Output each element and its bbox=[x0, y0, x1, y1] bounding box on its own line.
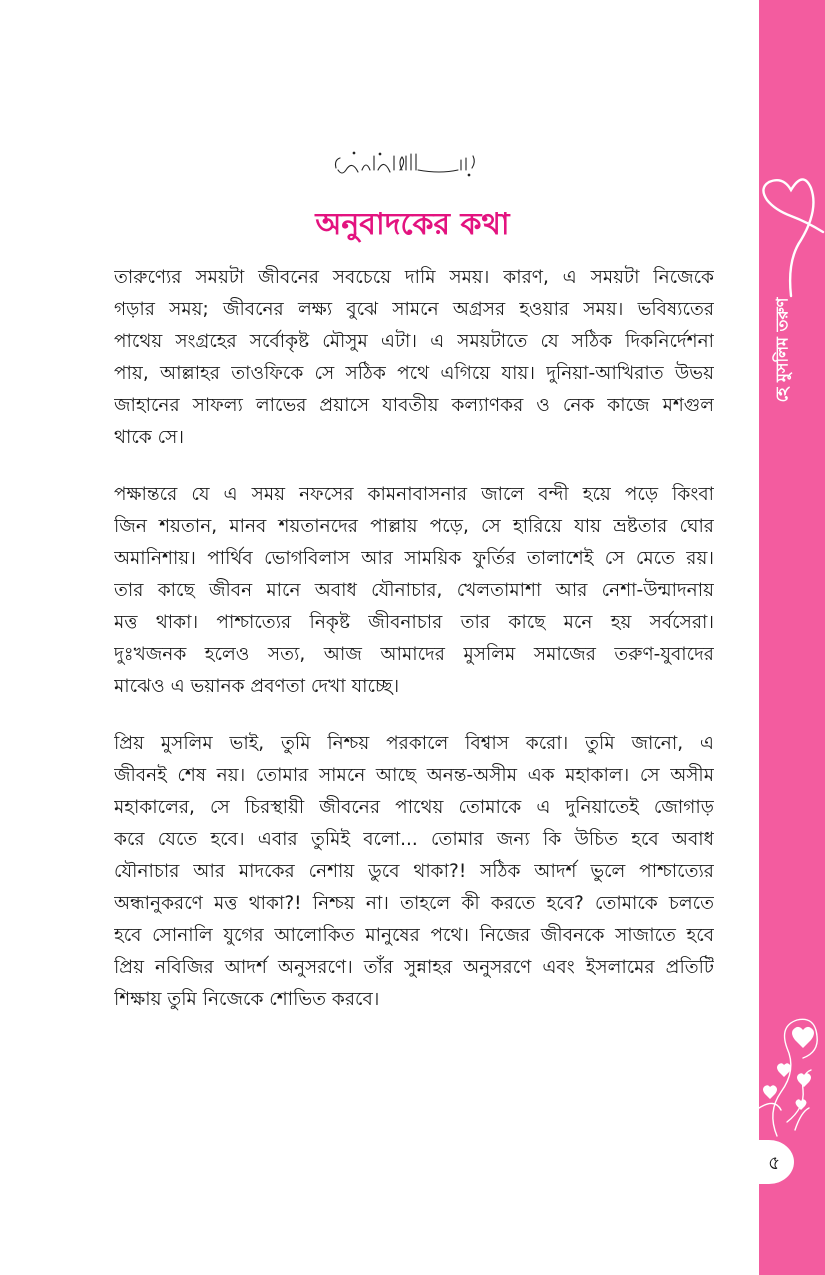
floral-hearts-icon bbox=[757, 1012, 825, 1137]
heart-icon bbox=[757, 160, 825, 300]
text-line: থাকে সে। bbox=[114, 427, 184, 448]
text-line: অমানিশায়। পার্থিব ভোগবিলাস আর সাময়িক ফুর্তির তালাশেই সে মেতে রয়। bbox=[114, 548, 714, 569]
text-line: তার কাছে জীবন মানে অবাধ যৌনাচার, খেলতামাশা আর নেশা-উন্মাদনায় bbox=[114, 580, 714, 601]
text-line: শিক্ষায় তুমি নিজেকে শোভিত করবে। bbox=[114, 989, 380, 1010]
text-line: প্রিয় নবিজির আদর্শ অনুসরণে। তাঁর সুন্নাহর অনুসরণে এবং ইসলামের প্রতিটি bbox=[114, 957, 714, 978]
text-line: মাঝেও এ ভয়ানক প্রবণতা দেখা যাচ্ছে। bbox=[114, 676, 400, 697]
text-line: পায়, আল্লাহর তাওফিকে সে সঠিক পথে এগিয়ে যায়। দুনিয়া-আখিরাত উভয় bbox=[114, 363, 714, 384]
text-line: জাহানের সাফল্য লাভের প্রয়াসে যাবতীয় কল্যাণকর ও নেক কাজে মশগুল bbox=[114, 395, 714, 416]
bismillah-calligraphy bbox=[330, 148, 480, 180]
text-line: পাথেয় সংগ্রহের সর্বোকৃষ্ট মৌসুম এটা। এ সময়টাতে যে সঠিক দিকনির্দেশনা bbox=[114, 331, 714, 352]
book-title-vertical bbox=[763, 297, 803, 403]
paragraph-2 bbox=[114, 479, 714, 703]
text-line: প্রিয় মুসলিম ভাই, তুমি নিশ্চয় পরকালে বিশ্বাস করো। তুমি জানো, এ bbox=[114, 733, 714, 754]
text-line: তারুণ্যের সময়টা জীবনের সবচেয়ে দামি সময়। কারণ, এ সময়টা নিজেকে bbox=[114, 267, 714, 288]
page-title: অনুবাদকের কথা bbox=[315, 207, 510, 242]
page-number: ৫ bbox=[768, 1152, 781, 1174]
text-line: পক্ষান্তরে যে এ সময় নফসের কামনাবাসনার জালে বন্দী হয়ে পড়ে কিংবা bbox=[114, 484, 714, 505]
text-line: দুঃখজনক হলেও সত্য, আজ আমাদের মুসলিম সমাজের তরুণ-যুবাদের bbox=[114, 644, 714, 665]
text-line: গড়ার সময়; জীবনের লক্ষ্য বুঝে সামনে অগ্রসর হওয়ার সময়। ভবিষ্যতের bbox=[114, 299, 714, 320]
paragraph-3 bbox=[114, 728, 714, 1016]
page-number-badge bbox=[744, 1140, 794, 1184]
body-text bbox=[114, 262, 714, 1041]
text-line: হবে সোনালি যুগের আলোকিত মানুষের পথে। নিজের জীবনকে সাজাতে হবে bbox=[114, 925, 714, 946]
text-line: করে যেতে হবে। এবার তুমিই বলো... তোমার জন্য কি উচিত হবে অবাধ bbox=[114, 829, 714, 850]
text-line: মত্ত থাকা। পাশ্চাত্যের নিকৃষ্ট জীবনাচার তার কাছে মনে হয় সর্বসেরা। bbox=[114, 612, 714, 633]
text-line: জীবনই শেষ নয়। তোমার সামনে আছে অনন্ত-অসীম এক মহাকাল। সে অসীম bbox=[114, 765, 714, 786]
text-line: মহাকালের, সে চিরস্থায়ী জীবনের পাথেয় তোমাকে এ দুনিয়াতেই জোগাড় bbox=[114, 797, 714, 818]
paragraph-1 bbox=[114, 262, 714, 454]
book-title-text: হে মুসলিম তরুণ bbox=[772, 297, 792, 403]
text-line: জিন শয়তান, মানব শয়তানদের পাল্লায় পড়ে, সে হারিয়ে যায় ভ্রষ্টতার ঘোর bbox=[114, 516, 714, 537]
text-line: যৌনাচার আর মাদকের নেশায় ডুবে থাকা?! সঠিক আদর্শ ভুলে পাশ্চাত্যের bbox=[114, 861, 714, 882]
text-line: অন্ধানুকরণে মত্ত থাকা?! নিশ্চয় না। তাহলে কী করতে হবে? তোমাকে চলতে bbox=[114, 893, 714, 914]
